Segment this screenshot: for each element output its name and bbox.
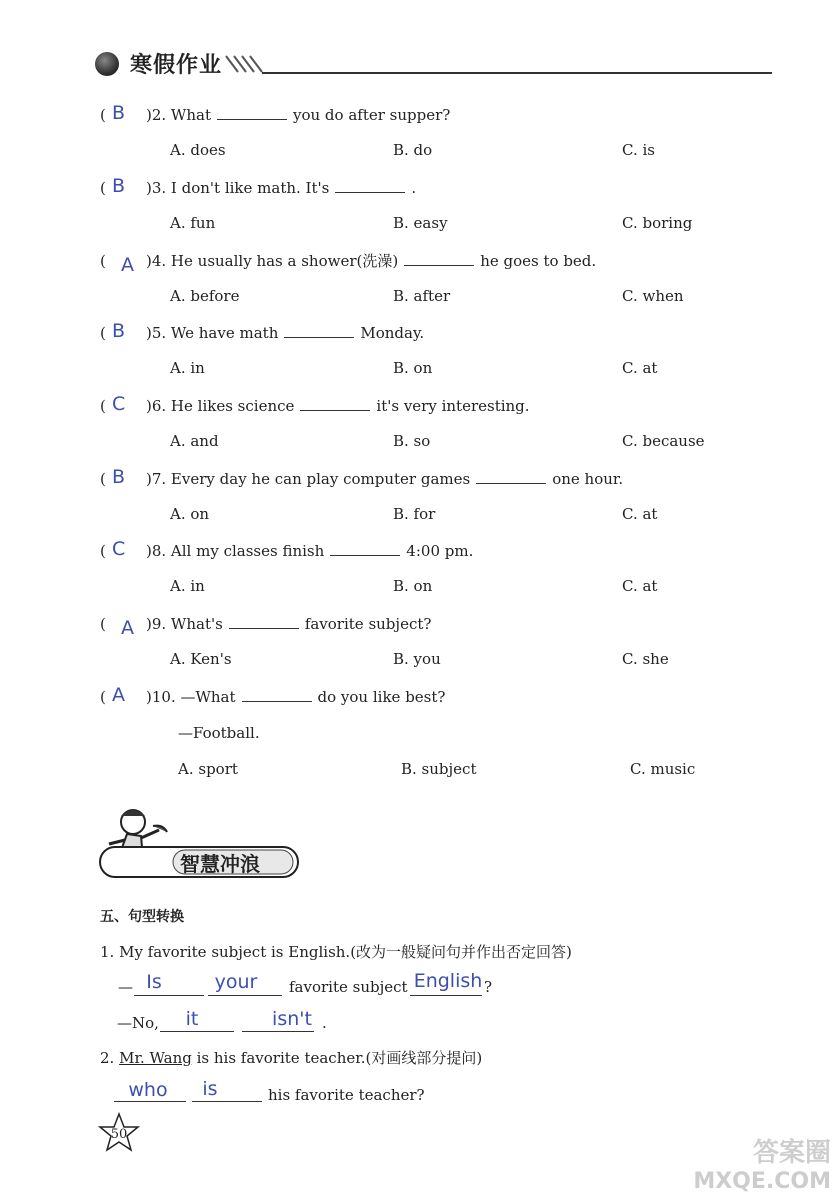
- option-a: A. before: [170, 287, 240, 305]
- rewrite-q1-mid: favorite subject: [289, 978, 408, 996]
- option-a: A. in: [170, 359, 205, 377]
- blank-line: [410, 995, 482, 996]
- rewrite-q2-tail: his favorite teacher?: [268, 1086, 425, 1104]
- option-a: A. in: [170, 577, 205, 595]
- blank-line: [242, 687, 312, 702]
- handwritten-answer: is: [202, 1078, 218, 1100]
- handwritten-answer: A: [121, 617, 134, 639]
- handwritten-answer: isn't: [272, 1008, 312, 1030]
- watermark-line2: MXQE.COM: [693, 1169, 831, 1194]
- blank-line: [300, 396, 370, 411]
- option-b: B. after: [393, 287, 451, 305]
- option-c: C. when: [622, 287, 684, 305]
- answer-paren: (: [100, 252, 106, 270]
- option-a: A. and: [170, 432, 219, 450]
- question-text: [146, 396, 530, 416]
- answer-paren: (: [100, 470, 106, 488]
- handwritten-answer: B: [112, 466, 126, 488]
- question-text: [146, 614, 431, 634]
- watermark-line1: 答案圈: [752, 1138, 831, 1168]
- question-stem: )7. Every day he can play computer games: [146, 470, 471, 488]
- rewrite-q1-dash: —: [118, 978, 133, 996]
- blank-line: [242, 1031, 314, 1032]
- answer-paren: (: [100, 397, 106, 415]
- rewrite-q1-period: .: [322, 1014, 327, 1032]
- rewrite-q1-qmark: ?: [484, 978, 493, 996]
- question-text: [146, 105, 450, 125]
- question-rest: favorite subject?: [304, 615, 432, 633]
- question-text: [146, 178, 416, 198]
- option-c: C. because: [622, 432, 705, 450]
- question-stem: )6. He likes science: [146, 397, 295, 415]
- handwritten-answer: C: [112, 538, 126, 560]
- option-c: C. boring: [622, 214, 693, 232]
- handwritten-answer: A: [121, 254, 134, 276]
- option-c: C. at: [622, 359, 658, 377]
- question-rest: he goes to bed.: [480, 252, 597, 270]
- dialogue-reply: —Football.: [178, 724, 260, 742]
- option-b: B. do: [393, 141, 433, 159]
- rewrite-q2-prompt: [100, 1048, 482, 1068]
- blank-line: [217, 105, 287, 120]
- question-stem: )8. All my classes finish: [146, 542, 325, 560]
- rewrite-q2-rest: is his favorite teacher.(对画线部分提问): [191, 1049, 483, 1067]
- blank-line: [114, 1101, 186, 1102]
- question-rest: it's very interesting.: [376, 397, 530, 415]
- question-stem: )9. What's: [146, 615, 223, 633]
- question-rest: one hour.: [552, 470, 624, 488]
- blank-line: [208, 995, 282, 996]
- handwritten-answer: B: [112, 102, 126, 124]
- handwritten-answer: B: [112, 175, 126, 197]
- rewrite-q1-no: —No,: [117, 1014, 159, 1032]
- blank-line: [335, 178, 405, 193]
- option-a: A. does: [170, 141, 226, 159]
- rewrite-q2-number: 2.: [100, 1049, 120, 1067]
- question-rest: do you like best?: [317, 688, 446, 706]
- blank-line: [229, 614, 299, 629]
- question-rest: Monday.: [360, 324, 425, 342]
- option-a: A. sport: [178, 760, 238, 778]
- question-stem: )2. What: [146, 106, 211, 124]
- handwritten-answer: it: [185, 1008, 199, 1030]
- handwritten-answer: C: [112, 393, 126, 415]
- banner-label: 智慧冲浪: [180, 852, 260, 876]
- question-rest: .: [411, 179, 417, 197]
- answer-paren: (: [100, 688, 106, 706]
- option-c: C. at: [622, 505, 658, 523]
- option-c: C. is: [622, 141, 655, 159]
- answer-paren: (: [100, 179, 106, 197]
- handwritten-answer: A: [112, 684, 125, 706]
- header-circle-icon: [95, 52, 119, 76]
- option-c: C. she: [622, 650, 669, 668]
- option-b: B. on: [393, 577, 433, 595]
- underlined-phrase: Mr. Wang: [119, 1049, 192, 1067]
- blank-line: [476, 469, 546, 484]
- option-a: A. Ken's: [170, 650, 232, 668]
- question-stem: )5. We have math: [146, 324, 279, 342]
- question-text: [146, 541, 473, 561]
- question-text: [146, 687, 445, 707]
- handwritten-answer: Is: [146, 971, 162, 993]
- blank-line: [284, 323, 354, 338]
- blank-line: [330, 541, 400, 556]
- handwritten-answer: who: [128, 1079, 168, 1101]
- answer-paren: (: [100, 615, 106, 633]
- answer-paren: (: [100, 106, 106, 124]
- option-b: B. so: [393, 432, 431, 450]
- watermark: [693, 1132, 831, 1194]
- option-a: A. fun: [170, 214, 216, 232]
- option-b: B. you: [393, 650, 441, 668]
- blank-line: [192, 1101, 262, 1102]
- blank-line: [134, 995, 204, 996]
- blank-line: [404, 251, 474, 266]
- question-text: [146, 469, 623, 489]
- option-c: C. music: [630, 760, 696, 778]
- option-b: B. on: [393, 359, 433, 377]
- answer-paren: (: [100, 324, 106, 342]
- option-c: C. at: [622, 577, 658, 595]
- question-stem: )10. —What: [146, 688, 236, 706]
- answer-paren: (: [100, 542, 106, 560]
- handwritten-answer: B: [112, 320, 126, 342]
- header-rule: [262, 72, 772, 74]
- question-text: [146, 251, 596, 271]
- page-number: 50: [110, 1127, 128, 1142]
- question-text: [146, 323, 424, 343]
- rewrite-q1-prompt: 1. My favorite subject is English.(改为一般疑问句并作出否定回答): [100, 943, 572, 961]
- section-title: 五、句型转换: [100, 909, 184, 925]
- header-title: 寒假作业: [130, 53, 223, 78]
- question-stem: )3. I don't like math. It's: [146, 179, 330, 197]
- question-stem: )4. He usually has a shower(洗澡): [146, 252, 399, 270]
- option-b: B. for: [393, 505, 436, 523]
- handwritten-answer: your: [214, 971, 258, 993]
- question-rest: 4:00 pm.: [406, 542, 474, 560]
- option-a: A. on: [170, 505, 210, 523]
- question-rest: you do after supper?: [292, 106, 451, 124]
- option-b: B. easy: [393, 214, 448, 232]
- handwritten-answer: English: [413, 970, 483, 992]
- option-b: B. subject: [401, 760, 477, 778]
- blank-line: [160, 1031, 234, 1032]
